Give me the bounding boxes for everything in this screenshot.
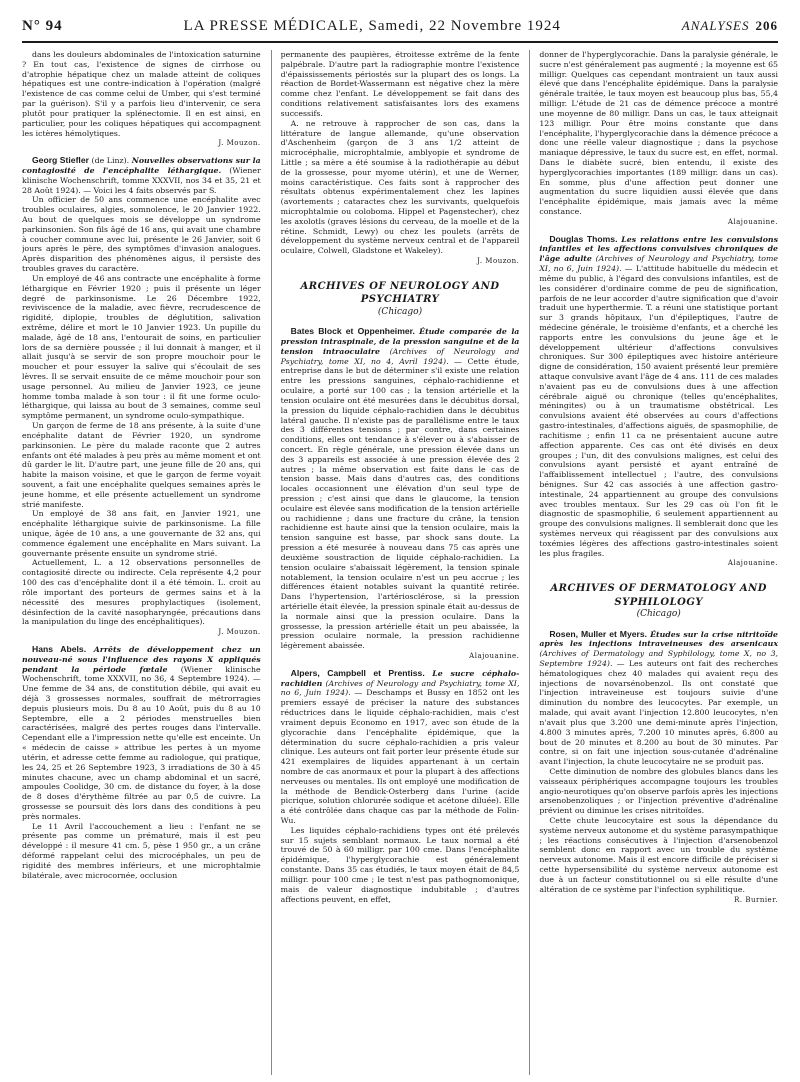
article-title: Le sucre céphalo-rachidien — [280, 668, 520, 688]
article-header — [539, 234, 778, 559]
article-authors: Georg Stiefler — [32, 155, 89, 166]
paragraph: Les liquides céphalo-rachidiens types ont été prélevés sur 15 sujets semblant normaux. Le taux normal a été trouvé de 50 à 60 milligr. par 100 cme. Dans l'encéphalite épidémique, l'hyperglycorachie est généralement constante. Dans 35 cas étudiés, le taux moyen était de 84,5 milligr. pour 100 cme ; le test n'est pas pathognomonique, mais de valeur diagnostique indubitable ; d'autres affections peuvent, en effet, — [280, 825, 520, 904]
article-reference: (Wiener klinische Wochenschrift, tome XXXVII, no 36, 4 Septembre 1924). — — [22, 664, 261, 684]
signature: Alajouanine. — [727, 217, 778, 226]
section-city: (Chicago) — [377, 306, 423, 317]
signature: R. Burnier. — [734, 895, 778, 904]
article-title: Les relations entre les convulsions infantiles et les affections convulsives chroniques de l'âge adulte — [539, 234, 778, 264]
paragraph: donner de l'hyperglycorachie. Dans la paralysie générale, le sucre n'est généralement pas augmenté ; la moyenne est 65 milligr. Quelques cas cependant montraient un taux aussi élevé que dans l'encéphalite épidémique. Dans la paralysie générale traitée, le taux moyen est beaucoup plus bas, 55,4 milligr. L'étude de 21 cas de démence précoce a montré une moyenne de 80 milligr. Dans un cas, le taux atteignait 123 milligr. Pour être moins constante que dans l'encéphalite, l'hyperglycorachie dans la démence précoce a donc une réelle valeur diagnostique ; dans la psychose maniaque dépressive, le taux du sucre est, en effet, normal. Dans le diabète sucré, bien entendu, il existe des hyperglycorachies importantes (189 milligr. dans un cas). En somme, plus d'une affection peut donner une augmentation du sucre liquidien aussi élevée que dans l'encéphalite épidémique, mais jamais avec la même constance. — [539, 50, 778, 216]
paragraph: Les auteurs ont fait des recherches hématologiques chez 40 malades qui avaient reçu des injections de novarsénobenzol. Ils ont constaté que l'injection intraveineuse est toujours suivie d'une diminution du nombre des leucocytes. Par exemple, un malade, qui avait avant l'injection 12.800 leucocytes, n'en n'avait plus que 3.200 une demi-minute après l'injection, 4.800 3 minutes après, 7.200 10 minutes après, 6.800 au bout de 20 minutes et 8.200 au bout de 30 minutes. Par contre, si on fait une injection sous-cutanée d'adrénaline avant l'injection, la chute leucocytaire ne se produit pas. — [539, 659, 778, 767]
article-stiefler — [22, 155, 261, 637]
article-title: Arrêts de développement chez un nouveau-né sous l'influence des rayons X appliqués pendant la période fœtale — [22, 644, 261, 674]
paragraph: Un employé de 46 ans contracte une encéphalite à forme léthargique en Février 1920 ; puis il présente un léger degré de parkinsonisme. Le 26 Décembre 1922, reviviscence de la maladie, avec fièvre, recrudescence de rigidité, diplopie, troubles de déglutition, salivation extrême, délire et mort le 10 Janvier 1923. Un pupille du malade, âgé de 18 ans, l'entourait de soins, en particulier lors de sa dernière poussée ; il lui donnait à manger, et il allait jusqu'à se servir de son propre mouchoir pour le moucher et pour essuyer la salive qui s'écoulait de ses lèvres. Il se servait ensuite de ce même mouchoir pour son usage personnel. Au milieu de Janvier 1923, ce jeune homme tomba malade à son tour : il fit une forme oculo-léthargique, qui laissa au bout de 3 semaines, comme seul symptôme permanent, un syndrome oculo-sympathique. — [22, 273, 261, 421]
paragraph: Cette chute leucocytaire est sous la dépendance du système nerveux autonome et du système parasympathique ; les réactions consécutives à l'injection d'arsenobenzol semblent donc en rapport avec un trouble du système nerveux autonome. Mais il est encore difficile de préciser si cette hypersensibilité du système nerveux autonome est due à un facteur constitutionnel ou si elle résulte d'une altération de ce système par l'infection syphilitique. — [539, 816, 778, 894]
paragraph: Un employé de 38 ans fait, en Janvier 1921, une encéphalite léthargique suivie de parkinsonisme. La fille unique, âgée de 10 ans, a une gouvernante de 32 ans, qui commence également une encéphalite en Mars suivant. La gouvernante présente ensuite un syndrome strié. — [22, 509, 261, 558]
paragraph: Un officier de 50 ans commence une encéphalite avec troubles oculaires, algies, somnolence, le 20 Janvier 1922. Au bout de quelques mois se développe un syndrome parkinsonien. Son fils âgé de 16 ans, qui avait une chambre à coucher commune avec lui, présente le 26 Janvier, soit 6 jours après le père, des symptômes d'invasion analogues. Après disparition des phénomènes aigus, il persiste des troubles graves du caractère. — [22, 195, 261, 274]
paragraph: A. ne retrouve à rapprocher de son cas, dans la littérature de langue allemande, qu'une observation d'Aschenheim (garçon de 3 ans 1/2 atteint de microcéphalie, microphtalmie, amblyopie et syndrome de Little ; sa mère a été soumise à la radiothérapie au début de la grossesse, pour myome utérin), et une de Werner, moins caractéristique. Ces faits sont à rapprocher des résultats obtenus expérimentalement chez les lapines (avortements ; cataractes chez les survivants, quelquefois microphtalmie ou coloboma. Hippel et Pagenstecher), chez les axolotls (graves lésions du cerveau, de la moelle et de la rétine. Schmidt, Lewy) ou chez les poulets (arrêts de développement du système nerveux central et de l'appareil oculaire, Colwell, Gladstone et Wakeley). — [280, 118, 520, 256]
journal-title: LA PRESSE MÉDICALE, Samedi, 22 Novembre 1924 — [183, 18, 561, 34]
article-reference: (Archives of Neurology and Psychiatry, tome XI, no 6, Juin 1924). — — [280, 678, 520, 698]
column-3 — [529, 50, 778, 1075]
paragraph: Deschamps et Bussy en 1852 ont les premiers essayé de préciser la nature des substances réductrices dans le liquide céphalo-rachidien, mais c'est vraiment depuis Economo en 1917, avec son étude de la glycorachie dans l'encéphalite épidémique, que la détermination du sucre céphalo-rachidien a pris valeur clinique. Les auteurs ont fait porter leur présente étude sur 421 exemplaires de liquides appartenant à un certain nombre de cas anormaux et pour la plupart à des affections nerveuses ou mentales. Ils ont employé une modification de la méthode de Bendick-Osterberg dans l'urine (acide picrique, solution chlorurée sodique et acétone diluée). Elle a été contrôlée dans chaque cas par la méthode de Folin-Wu. — [280, 688, 520, 826]
article-title: Étude comparée de la pression intraspinale, de la pression sanguine et de la tension intraoculaire — [280, 327, 520, 356]
article-header — [22, 155, 261, 195]
article-header — [22, 644, 261, 822]
section-heading-dermatology — [539, 582, 778, 620]
article-authors: Bates Block et Oppenheimer. — [290, 326, 415, 337]
article-reference: (Archives of Neurology and Psychiatry, tome XI, no 4, Avril 1924). — — [280, 346, 520, 366]
article-reference: (Wiener klinische Wochenschrift, tomme XXXVII, nos 34 et 35, 21 et 28 Août 1924). — Voici les 4 faits observés par S. — [22, 165, 261, 195]
page-number: 206 — [755, 18, 778, 33]
section-name: ANALYSES — [681, 18, 750, 33]
text-columns — [22, 50, 778, 1075]
signature: Alajouanine. — [727, 559, 778, 568]
paragraph: Actuellement, L. a 12 observations personnelles de contagiosité directe ou indirecte. Cela représente 4,2 pour 100 des cas d'encéphalite dont il a été témoin. L. croit au rôle important des porteurs de germes sains et à la nécessité des mesures prophylactiques (isolement, désinfection de la cavité nasopharyngée, précautions dans la manipulation du linge des encéphalitiques). — [22, 558, 261, 627]
section-city: (Chicago) — [636, 609, 681, 620]
column-2 — [271, 50, 520, 1075]
article-thoms — [539, 234, 778, 569]
paragraph: Un garçon de ferme de 18 ans présente, à la suite d'une encéphalite datant de Février 1920, un syndrome parkinsonien. Le père du malade raconte que 2 autres enfants ont été malades à peu près au même moment et ont dû garder le lit. D'autre part, une jeune fille de 20 ans, qui habite la maison voisine, et que le garçon de ferme voyait souvent, a fait une encéphalite quelques semaines après le jeune homme, et elle présente actuellement un syndrome strié manifeste. — [22, 421, 261, 509]
paragraph: permanente des paupières, étroitesse extrême de la fente palpébrale. D'autre part la radiographie montre l'existence d'épaississements périostés sur la plupart des os longs. La réaction de Bordet-Wassermann est négative chez la mère comme chez l'enfant. Le développement se fait dans des conditions relativement satisfaisantes lors des examens successifs. — [280, 50, 520, 118]
signature: J. Mouzon. — [477, 257, 520, 266]
article-header — [281, 668, 520, 826]
article-reference: (Archives of Dermatology and Syphilology, tome X, no 3, Septembre 1924). — — [539, 649, 778, 669]
article-reference: (Archives of Neurology and Psychiatry, tome XI, no 6, Juin 1924). — — [539, 254, 778, 274]
issue-number: N° 94 — [22, 18, 63, 34]
paragraph: dans les douleurs abdominales de l'intoxication saturnine ? En tout cas, l'existence de signes de cirrhose ou d'atrophie hépatique chez un malade atteint de coliques hépatiques est une contre-indication à l'opération (malgré l'existence de cas comme celui de Umber, qui s'est terminé par la guérison). S'il y a parfois lieu d'intervenir, ce sera plutôt pour pratiquer la splénectomie. Il en est ainsi, en particulier, pour les coliques hépatiques qui accompagnent les ictères hémolytiques. — [22, 50, 261, 138]
article-authors: Douglas Thoms. — [549, 233, 618, 244]
paragraph: Une femme de 34 ans, de constitution débile, qui avait eu déjà 3 grossesses normales, souffrait de métrorragies depuis plusieurs mois. Du 8 au 10 Août, puis du 8 au 10 Septembre, elle a 2 périodes menstruelles bien caractérisées, malgré des pertes rouges dans l'intervalle. Cependant elle a l'impression nette qu'elle est enceinte. Un « médecin de caisse » attribue les pertes à un myome utérin, et adresse cette femme au radiologue, qui pratique, les 24, 25 et 26 Septembre 1923, 3 irradiations de 30 à 45 minutes chacune, avec un champ abdominal et un sacré, ampoules Coolidge, 30 cm. de distance du foyer, à la dose de 8 doses d'érythème filtrée au par 0,5 de cuivre. La grossesse se poursuit dès lors dans des conditions à peu près normales. — [22, 684, 261, 821]
article-title: Études sur la crise nitritoïde après les injections intraveineuses des arsenicaux — [539, 629, 778, 649]
section-title: ARCHIVES OF DERMATOLOGY AND SYPHILOLOGY — [550, 583, 767, 608]
section-title: ARCHIVES OF NEUROLOGY AND PSYCHIATRY — [300, 280, 500, 306]
paragraph: Cette étude, entreprise dans le but de déterminer s'il existe une relation entre les pressions sanguines, céphalo-rachidienne et oculaire, a porté sur 100 cas ; la tension artérielle et la tension oculaire ont été mesurées dans le décubitus dorsal, la pression du liquide céphalo-rachidien dans le décubitus latéral gauche. Il n'existe pas de parallélisme entre le taux des 3 différentes tensions ; par contre, dans certaines conditions, elles ont tendance à s'élever ou à s'abaisser de concert. En règle générale, une pression élevée dans un des 3 appareils est associée à une pression élevée des 2 autres ; la même observation est faite dans le cas de tension basse. Mais dans d'autres cas, des conditions locales occasionnent une élévation d'un seul type de pression ; c'est ainsi que dans le glaucome, la tension oculaire est élevée sans modification de la tension artérielle ou rachidienne ; dans une fracture du crâne, la tension rachidienne est haute ainsi que la tension oculaire, mais la tension sanguine est basse, par shock sans doute. La pression a été mesurée à nouveau dans 75 cas après une deuxième soustraction de liquide céphalo-rachidien. La tension oculaire s'abaissait légèrement, la tension spinale notablement, la tension oculaire n'est un peu accrue ; les différences étaient notables suivant la quantité retirée. Dans l'hypertension, l'artériosclérose, si la pression artérielle était élevée, la pression spinale était au-dessus de la normale ainsi que la pression oculaire. Dans la grossesse, la pression artérielle était un peu abaissée, la pression oculaire normale, la pression rachidienne légèrement abaissée. — [280, 356, 520, 651]
article-authors: Alpers, Campbell et Prentiss. — [290, 667, 425, 678]
column-1 — [22, 50, 261, 1075]
signature: J. Mouzon. — [218, 628, 261, 637]
article-header — [281, 326, 520, 651]
article-place: (de Linz). — [91, 156, 130, 166]
section-heading-neurology — [281, 280, 520, 318]
paragraph: Cette diminution de nombre des globules blancs dans les vaisseaux périphériques accompagne toujours les troubles angio-neurotiques qu'on observe parfois après les injections arsenobenzoliques ; or l'injection préventive d'adrénaline prévient ou diminue les crises nitritoïdes. — [539, 766, 778, 816]
article-alpers — [281, 668, 520, 905]
section-label — [682, 18, 778, 34]
signature: Alajouanine. — [469, 652, 520, 661]
signature: J. Mouzon. — [218, 139, 261, 148]
article-authors: Hans Abels. — [32, 643, 87, 654]
article-rosen — [539, 629, 778, 905]
article-abels — [22, 644, 261, 881]
article-header — [539, 629, 778, 767]
article-authors: Rosen, Muller et Myers. — [549, 628, 648, 639]
page-header — [22, 18, 778, 43]
paragraph: L'attitude habituelle du médecin et même du public, à l'égard des convulsions infantiles, est de les considérer d'ordinaire comme de peu de signification, parfois de ne leur accorder d'autre signification que d'avoir traduit une hyperthermie. T. a réuni une statistique portant sur 3 grands hôpitaux, l'un d'épileptiques, l'autre de médecine générale, le troisième d'enfants, et a cherché les rapports entre les convulsions du jeune âge et le développement ultérieur d'affections convulsives chroniques. Sur 300 épileptiques avec histoire antérieure digne de considération, 150 avaient présenté leur première attaque convulsive avant l'âge de 4 ans. 111 de ces malades n'avaient pas eu de convulsions dues à une affection cérébrale aiguë ou chronique (telles qu'encéphalites, méningites) ou à un traumatisme obstétrical. Les convulsions avaient été observées au cours d'affections gastro-intestinales, d'affections aiguës, de spasmophilie, de rachitisme ; enfin 11 ca ne présentaient aucune autre affection apparente. Ces cas ont été divisés en deux groupes ; l'un, dit des convulsions malignes, est celui des convulsions ayant persisté et ayant entraîné de l'affaiblissement intellectuel ; l'autre, des convulsions bénignes. Sur 42 cas associés à une affection gastro-intestinale, 24 appartiennent au groupe des convulsions avec troubles mentaux. Sur les 29 cas où l'on fit le diagnostic de spasmophilie, 6 seulement appartiennent au groupe des convulsions malignes. Il semblerait donc que les systèmes nerveux qui réagissent par des convulsions aux toxémies légères des affections gastro-intestinales soient les plus fragiles. — [539, 264, 778, 558]
article-title: Nouvelles observations sur la contagiosité de l'encéphalite léthargique. — [22, 156, 261, 175]
paragraph: Le 11 Avril l'accouchement a lieu : l'enfant ne se présente pas comme un prématuré, mais il est peu développé : il mesure 41 cm. 5, pèse 1 950 gr., a un crâne déformé rappelant celui des microcéphales, un peu de rigidité des membres inférieurs, et une microphtalmie bilatérale, avec microcornée, occlusion — [22, 821, 261, 880]
article-block-oppenheimer — [281, 326, 520, 661]
